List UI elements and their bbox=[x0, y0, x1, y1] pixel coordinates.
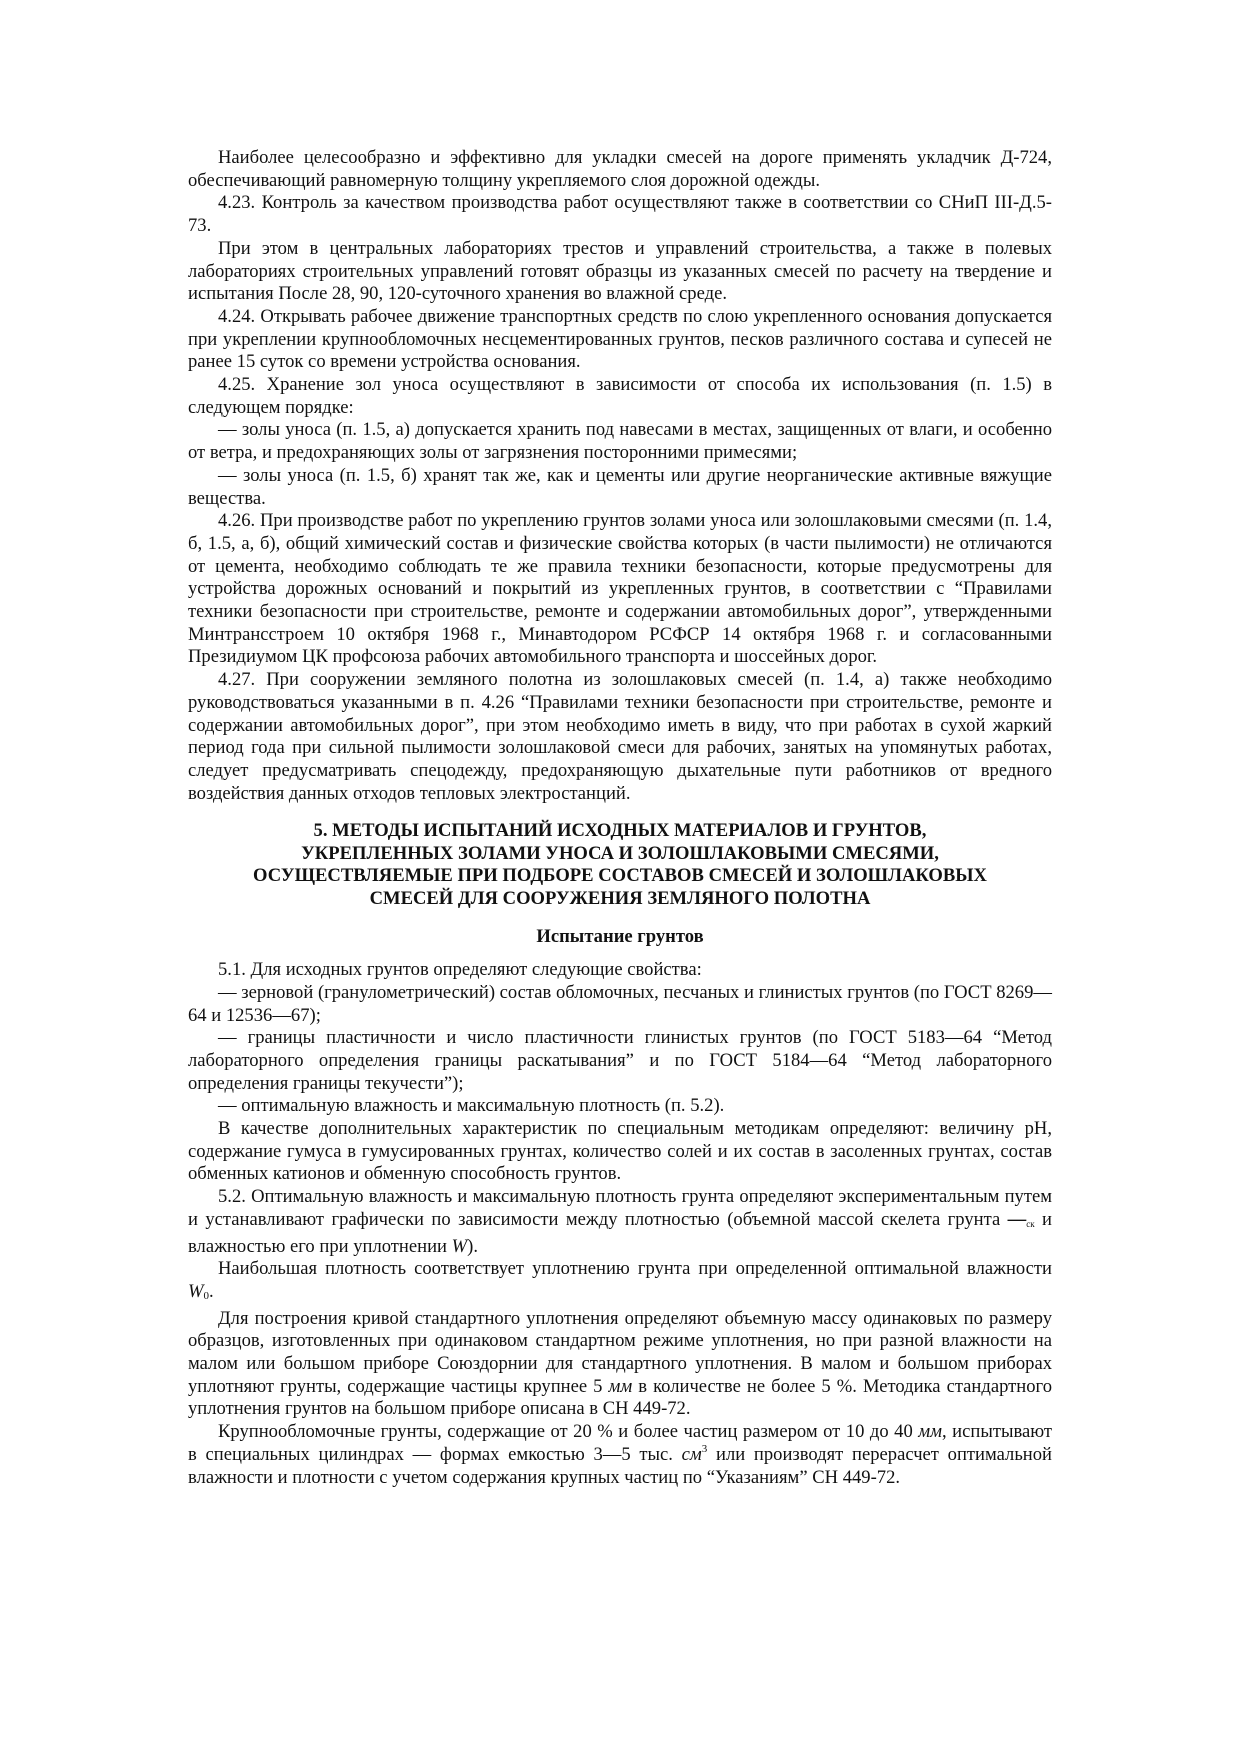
variable-w: W bbox=[188, 1280, 204, 1302]
text-run: или производят перерасчет оптимальной влажности и плотности с учетом содержания крупных частиц по “Указаниям” СН 449-72. bbox=[188, 1443, 1052, 1488]
paragraph-standard-compaction bbox=[188, 1308, 1052, 1422]
section-heading-line: УКРЕПЛЕННЫХ ЗОЛАМИ УНОСА И ЗОЛОШЛАКОВЫМИ СМЕСЯМИ, bbox=[301, 842, 939, 864]
subscript: ск bbox=[1026, 1218, 1035, 1229]
text-run: ). bbox=[467, 1235, 478, 1257]
subscript: 0 bbox=[203, 1289, 209, 1302]
superscript: 3 bbox=[701, 1442, 708, 1455]
section-heading-line: 5. МЕТОДЫ ИСПЫТАНИЙ ИСХОДНЫХ МАТЕРИАЛОВ И ГРУНТОВ, bbox=[313, 820, 927, 842]
paragraph-4-24: 4.24. Открывать рабочее движение транспортных средств по слою укрепленного основания допускается при укреплении крупнообломочных несцементированных грунтов, песков различного состава и супесей не ранее 15 суток со времени устройства основания. bbox=[188, 305, 1052, 373]
paragraph-additional-characteristics: В качестве дополнительных характеристик по специальным методикам определяют: величину pH, содержание гумуса в гумусированных грунтах, количество солей и их состав в засоленных грунтах, состав обменных катионов и обменную способность грунтов. bbox=[188, 1118, 1052, 1185]
text-run: и влажностью его при уплотнении bbox=[188, 1208, 1052, 1257]
paragraph-4-26: 4.26. При производстве работ по укреплению грунтов золами уноса или золошлаковыми смесями (п. 1.4, б, 1.5, а, б), общий химический состав и физические свойства которых (в части пылимости) не отличаются от цемента, необходимо соблюдать те же правила техники безопасности, которые предусмотрены для устройства дорожных оснований и покрытий из укрепленных грунтов, в соответствии с “Правилами техники безопасности при строительстве, ремонте и содержании автомобильных дорог”, утвержденными Минтрансстроем 10 октября 1968 г., Минавтодором РСФСР 14 октября 1968 г. и согласованными Президиумом ЦК профсоюза рабочих автомобильного транспорта и шоссейных дорог. bbox=[188, 510, 1052, 668]
paragraph-laboratories: При этом в центральных лабораториях трестов и управлений строительства, а также в полевых лабораториях строительных управлений готовят образцы из указанных смесей по расчету на твердение и испытания После 28, 90, 120-суточного хранения во влажной среде. bbox=[188, 237, 1052, 305]
paragraph-4-25: 4.25. Хранение зол уноса осуществляют в зависимости от способа их использования (п. 1.5) в следующем порядке: bbox=[188, 374, 1052, 418]
text-run: Крупнообломочные грунты, содержащие от 20 % и более частиц размером от 10 до 40 bbox=[218, 1421, 919, 1443]
document-page bbox=[188, 147, 1052, 1489]
text-run: в количестве не более 5 %. Методика стандартного уплотнения грунтов на большом приборе описана в СН 449-72. bbox=[188, 1375, 1052, 1420]
unit-cm: см bbox=[681, 1443, 702, 1465]
subsection-heading: Испытание грунтов bbox=[536, 926, 704, 948]
paragraph-fly-ash-a: — золы уноса (п. 1.5, а) допускается хранить под навесами в местах, защищенных от влаги, и особенно от ветра, и предохраняющих золы от загрязнения посторонними примесями; bbox=[188, 419, 1052, 464]
unit-mm: мм bbox=[918, 1421, 943, 1443]
paragraph-5-2 bbox=[188, 1186, 1052, 1258]
unit-mm: мм bbox=[608, 1375, 633, 1397]
paragraph-optimal-moisture: — оптимальную влажность и максимальную плотность (п. 5.2). bbox=[218, 1095, 725, 1117]
paragraph-granulometry: — зерновой (гранулометрический) состав обломочных, песчаных и глинистых грунтов (по ГОСТ 8269—64 и 12536—67); bbox=[188, 981, 1052, 1026]
section-heading bbox=[188, 820, 1052, 910]
paragraph-5-1: 5.1. Для исходных грунтов определяют следующие свойства: bbox=[218, 959, 702, 981]
paragraph-4-23: 4.23. Контроль за качеством производства работ осуществляют также в соответствии со СНиП III-Д.5-73. bbox=[188, 192, 1052, 237]
paragraph-max-density bbox=[188, 1258, 1052, 1307]
paragraph-ukladchik: Наиболее целесообразно и эффективно для укладки смесей на дороге применять укладчик Д-724, обеспечивающий равномерную толщину укрепляемого слоя дорожной одежды. bbox=[188, 147, 1052, 191]
text-run: Для построения кривой стандартного уплотнения определяют объемную массу одинаковых по размеру образцов, изготовленных при одинаковом стандартном режиме уплотнения, но при разной влажности на малом или большом приборе Союздорнии для стандартного уплотнения. В малом и большом приборах уплотняют грунты, содержащие частицы крупнее 5 bbox=[188, 1307, 1052, 1397]
symbol-dash: — bbox=[1007, 1208, 1027, 1230]
text-run: , испытывают в специальных цилиндрах — формах емкостью 3—5 тыс. bbox=[188, 1421, 1052, 1465]
paragraph-fly-ash-b: — золы уноса (п. 1.5, б) хранят так же, как и цементы или другие неорганические активные вяжущие вещества. bbox=[188, 464, 1052, 509]
text-run: Наибольшая плотность соответствует уплотнению грунта при определенной оптимальной влажности bbox=[218, 1258, 1052, 1280]
paragraph-4-27: 4.27. При сооружении земляного полотна из золошлаковых смесей (п. 1.4, а) также необходимо руководствоваться указанными в п. 4.26 “Правилами техники безопасности при строительстве, ремонте и содержании автомобильных дорог”, при этом необходимо иметь в виду, что при работах в сухой жаркий период года при сильной пылимости золошлаковой смеси для рабочих, занятых на упомянутых работах, следует предусматривать спецодежду, предохраняющую дыхательные пути работников от вредного воздействия данных отходов тепловых электростанций. bbox=[188, 669, 1052, 804]
section-heading-line: ОСУЩЕСТВЛЯЕМЫЕ ПРИ ПОДБОРЕ СОСТАВОВ СМЕСЕЙ И ЗОЛОШЛАКОВЫХ bbox=[253, 865, 987, 887]
variable-w: W bbox=[451, 1235, 468, 1257]
paragraph-plasticity: — границы пластичности и число пластичности глинистых грунтов (по ГОСТ 5183—64 “Метод лабораторного определения границы раскатывания” и по ГОСТ 5184—64 “Метод лабораторного определения границы текучести”); bbox=[188, 1027, 1052, 1094]
text-run: . bbox=[209, 1280, 214, 1302]
text-run: 5.2. Оптимальную влажность и максимальную плотность грунта определяют экспериментальным путем и устанавливают графически по зависимости между плотностью (объемной массой скелета грунта bbox=[188, 1186, 1052, 1230]
paragraph-coarse-soils bbox=[188, 1421, 1052, 1489]
section-heading-line: СМЕСЕЙ ДЛЯ СООРУЖЕНИЯ ЗЕМЛЯНОГО ПОЛОТНА bbox=[369, 887, 871, 909]
